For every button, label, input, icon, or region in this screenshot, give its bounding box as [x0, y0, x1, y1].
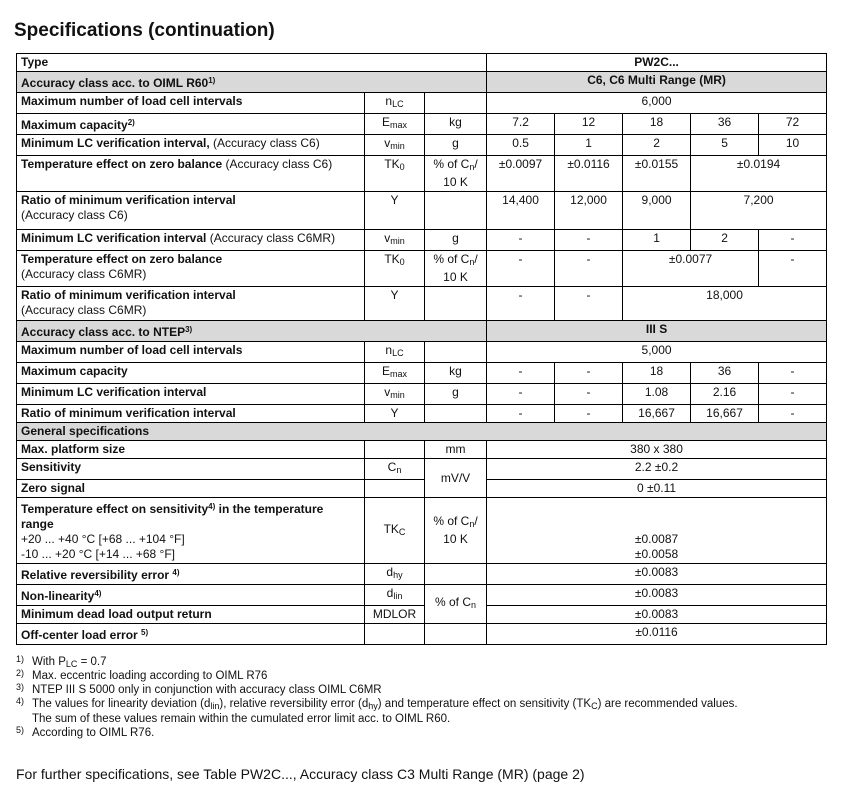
type-label: Type: [17, 54, 487, 72]
table-row: Maximum capacity$^{2)}$ $E_{max}$ kg 7.2 12 18 36 72: [17, 114, 827, 135]
table-row: Ratio of minimum verification interval Y - - 16,667 16,667 -: [17, 405, 827, 423]
footnote-3: 3) NTEP III S 5000 only in conjunction with accuracy class OIML C6MR: [16, 682, 382, 696]
further-specifications-note: For further specifications, see Table PW2C..., Accuracy class C3 Multi Range (MR) (page 2): [16, 766, 585, 782]
footnote-2: 2) Max. eccentric loading according to OIML R76: [16, 668, 268, 682]
table-row: Minimum LC verification interval (Accuracy class C6MR) $v_{min}$ g - - 1 2 -: [17, 230, 827, 251]
table-row: Zero signal 0 ±0.11: [17, 480, 827, 498]
section-header-ntep: Accuracy class acc. to NTEP$^{3)}$ III S: [17, 321, 827, 342]
table-row: Off-center load error $^{5)}$ ±0.0116: [17, 624, 827, 645]
section-header-oiml: Accuracy class acc. to OIML R60$^{1)}$ C6, C6 Multi Range (MR): [17, 72, 827, 93]
footnote-5: 5) According to OIML R76.: [16, 725, 155, 739]
table-row: Temperature effect on sensitivity$^{4)}$ in the temperature range +20 ... +40 °C [+68 ... +104 °F] -10 ... +20 °C [+14 ... +68 °F] $TK_C$ % of $C_n/$ 10 K ±0.0087 ±0.0058: [17, 498, 827, 564]
page-title: Specifications (continuation): [14, 20, 275, 41]
table-row: Temperature effect on zero balance (Accuracy class C6) $TK_0$ % of $C_n/$ 10 K ±0.0097 ±0.0116 ±0.0155 ±0.0194: [17, 156, 827, 192]
table-row: Ratio of minimum verification interval (Accuracy class C6) Y 14,400 12,000 9,000 7,200: [17, 192, 827, 230]
footnote-1: 1) With $P_{LC} = 0.7$: [16, 654, 107, 669]
table-row: Maximum number of load cell intervals $n_{LC}$ 6,000: [17, 93, 827, 114]
table-row: [17, 54, 827, 72]
oiml-value: C6, C6 Multi Range (MR): [487, 72, 827, 93]
table-row: Minimum dead load output return MDLOR ±0.0083: [17, 606, 827, 624]
ntep-value: III S: [487, 321, 827, 342]
table-row: Minimum LC verification interval $v_{min}$ g - - 1.08 2.16 -: [17, 384, 827, 405]
table-row: Maximum number of load cell intervals $n_{LC}$ 5,000: [17, 342, 827, 363]
specifications-table: [16, 53, 827, 645]
table-row: Temperature effect on zero balance (Accuracy class C6MR) $TK_0$ % of $C_n/$ 10 K - - ±0.0077 -: [17, 251, 827, 287]
ntep-label: Accuracy class acc. to NTEP: [21, 325, 186, 339]
table-row: Max. platform size mm 380 x 380: [17, 441, 827, 459]
table-row: Ratio of minimum verification interval (Accuracy class C6MR) Y - - 18,000: [17, 287, 827, 321]
oiml-label: Accuracy class acc. to OIML R60: [21, 76, 209, 90]
table-row: Maximum capacity $E_{max}$ kg - - 18 36 -: [17, 363, 827, 384]
table-row: Relative reversibility error $^{4)}$ $d_{hy}$ ±0.0083: [17, 564, 827, 585]
type-value: PW2C...: [487, 54, 827, 72]
section-header-general: General specifications: [17, 423, 827, 441]
table-row: Non-linearity$^{4)}$ $d_{lin}$ % of $C_n$ ±0.0083: [17, 585, 827, 606]
table-row: Sensitivity $C_n$ mV/V 2.2 ±0.2: [17, 459, 827, 480]
table-row: Minimum LC verification interval, (Accuracy class C6) $v_{min}$ g 0.5 1 2 5 10: [17, 135, 827, 156]
footnote-4: 4) The values for linearity deviation $(d_{lin})$, relative reversibility error $(d_{hy})$ and temperature effect on sensitivity $(TK_C)$ are recommended values. The sum of these values remain within the cumulated error limit acc. to OIML R60.: [16, 696, 738, 725]
